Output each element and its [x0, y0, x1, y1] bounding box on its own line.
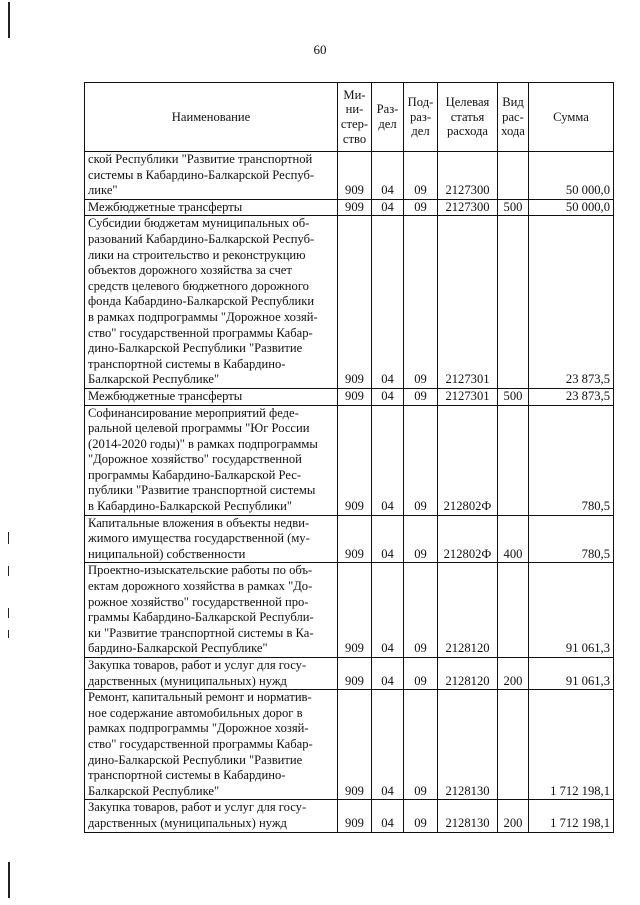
row-subsection-cell: 09 — [404, 658, 438, 690]
row-target-item-cell: 212802Ф — [438, 515, 498, 563]
row-name-cell: Субсидии бюджетам муниципальных об- разований Кабардино-Балкарской Респуб- лики на строительство и реконструкцию объектов дорожного хозяйства за счет средств целевого бюджетного дорожного фонда Кабардино-Балкарской Республики в рамках подпрограммы "Дорожное хозяй- ство" государственной программы Кабар- дино-Балкарской Республики "Развитие транспортной системы в Кабардино- Балкарской Республике" — [85, 216, 338, 389]
scan-margin-mark — [8, 630, 9, 638]
row-amount-cell: 780,5 — [529, 515, 614, 563]
row-expense-type-cell — [498, 216, 529, 389]
row-amount-cell: 780,5 — [529, 405, 614, 515]
table-row — [85, 563, 614, 658]
row-subsection-cell: 09 — [404, 216, 438, 389]
row-name-cell: Межбюджетные трансферты — [85, 388, 338, 405]
row-amount-cell: 23 873,5 — [529, 388, 614, 405]
header-amount: Сумма — [529, 83, 614, 152]
header-subsection: Под- раз- дел — [404, 83, 438, 152]
row-section-cell: 04 — [372, 690, 404, 800]
row-expense-type-cell: 200 — [498, 658, 529, 690]
table-row — [85, 658, 614, 690]
row-amount-cell: 1 712 198,1 — [529, 800, 614, 832]
row-name-cell: ской Республики "Развитие транспортной системы в Кабардино-Балкарской Респуб- лике" — [85, 152, 338, 200]
row-target-item-cell: 2127301 — [438, 216, 498, 389]
table-row — [85, 152, 614, 200]
row-target-item-cell: 2128130 — [438, 690, 498, 800]
table-row — [85, 388, 614, 405]
scan-margin-mark — [8, 532, 9, 544]
page-number: 60 — [313, 42, 327, 57]
header-name: Наименование — [85, 83, 338, 152]
row-expense-type-cell: 200 — [498, 800, 529, 832]
row-name-cell: Межбюджетные трансферты — [85, 199, 338, 216]
row-amount-cell: 23 873,5 — [529, 216, 614, 389]
row-amount-cell: 91 061,3 — [529, 563, 614, 658]
header-ministry: Ми- ни- стер- ство — [338, 83, 372, 152]
row-section-cell: 04 — [372, 216, 404, 389]
row-ministry-cell: 909 — [338, 658, 372, 690]
row-target-item-cell: 2127300 — [438, 152, 498, 200]
row-subsection-cell: 09 — [404, 405, 438, 515]
table-row — [85, 690, 614, 800]
row-section-cell: 04 — [372, 563, 404, 658]
table-row — [85, 405, 614, 515]
row-ministry-cell: 909 — [338, 515, 372, 563]
row-target-item-cell: 2128130 — [438, 800, 498, 832]
budget-table — [84, 82, 614, 833]
row-amount-cell: 50 000,0 — [529, 152, 614, 200]
scan-margin-mark — [8, 566, 9, 576]
row-name-cell: Закупка товаров, работ и услуг для госу- дарственных (муниципальных) нужд — [85, 658, 338, 690]
row-section-cell: 04 — [372, 658, 404, 690]
row-ministry-cell: 909 — [338, 199, 372, 216]
row-name-cell: Ремонт, капитальный ремонт и норматив- ное содержание автомобильных дорог в рамках подпрограммы "Дорожное хозяй- ство" государственной программы Кабар- дино-Балкарской Республики "Развитие транспортной системы в Кабардино- Балкарской Республике" — [85, 690, 338, 800]
row-target-item-cell: 2127300 — [438, 199, 498, 216]
header-section: Раз- дел — [372, 83, 404, 152]
row-ministry-cell: 909 — [338, 563, 372, 658]
table-row — [85, 216, 614, 389]
row-expense-type-cell — [498, 152, 529, 200]
row-target-item-cell: 2127301 — [438, 388, 498, 405]
row-section-cell: 04 — [372, 405, 404, 515]
row-subsection-cell: 09 — [404, 515, 438, 563]
row-subsection-cell: 09 — [404, 152, 438, 200]
row-amount-cell: 91 061,3 — [529, 658, 614, 690]
row-amount-cell: 1 712 198,1 — [529, 690, 614, 800]
table-header-row — [85, 83, 614, 152]
row-ministry-cell: 909 — [338, 690, 372, 800]
scan-margin-mark — [8, 862, 10, 898]
row-section-cell: 04 — [372, 199, 404, 216]
table-row — [85, 515, 614, 563]
row-ministry-cell: 909 — [338, 216, 372, 389]
row-expense-type-cell — [498, 405, 529, 515]
row-expense-type-cell: 500 — [498, 388, 529, 405]
row-expense-type-cell: 400 — [498, 515, 529, 563]
row-amount-cell: 50 000,0 — [529, 199, 614, 216]
row-subsection-cell: 09 — [404, 388, 438, 405]
row-section-cell: 04 — [372, 152, 404, 200]
row-target-item-cell: 212802Ф — [438, 405, 498, 515]
row-name-cell: Софинансирование мероприятий феде- ральной целевой программы "Юг России (2014-2020 годы)" в рамках подпрограммы "Дорожное хозяйство" государственной программы Кабардино-Балкарской Рес- публики "Развитие транспортной системы в Кабардино-Балкарской Республики" — [85, 405, 338, 515]
row-name-cell: Проектно-изыскательские работы по объ- ектам дорожного хозяйства в рамках "До- рожное хозяйство" государственной про- граммы Кабардино-Балкарской Республи- ки "Развитие транспортной системы в Ка- бардино-Балкарской Республике" — [85, 563, 338, 658]
row-section-cell: 04 — [372, 515, 404, 563]
row-expense-type-cell — [498, 563, 529, 658]
row-ministry-cell: 909 — [338, 152, 372, 200]
row-subsection-cell: 09 — [404, 800, 438, 832]
row-section-cell: 04 — [372, 800, 404, 832]
row-expense-type-cell: 500 — [498, 199, 529, 216]
row-ministry-cell: 909 — [338, 405, 372, 515]
row-target-item-cell: 2128120 — [438, 563, 498, 658]
scan-margin-mark — [8, 608, 9, 618]
header-target-item: Целевая статья расхода — [438, 83, 498, 152]
row-name-cell: Закупка товаров, работ и услуг для госу- дарственных (муниципальных) нужд — [85, 800, 338, 832]
row-ministry-cell: 909 — [338, 388, 372, 405]
row-name-cell: Капитальные вложения в объекты недви- жимого имущества государственной (му- ниципальной) собственности — [85, 515, 338, 563]
scan-margin-mark — [8, 2, 10, 38]
row-target-item-cell: 2128120 — [438, 658, 498, 690]
table-body — [85, 152, 614, 833]
row-subsection-cell: 09 — [404, 563, 438, 658]
row-expense-type-cell — [498, 690, 529, 800]
table-row — [85, 800, 614, 832]
row-ministry-cell: 909 — [338, 800, 372, 832]
row-subsection-cell: 09 — [404, 690, 438, 800]
row-section-cell: 04 — [372, 388, 404, 405]
row-subsection-cell: 09 — [404, 199, 438, 216]
header-expense-type: Вид рас- хода — [498, 83, 529, 152]
table-row — [85, 199, 614, 216]
